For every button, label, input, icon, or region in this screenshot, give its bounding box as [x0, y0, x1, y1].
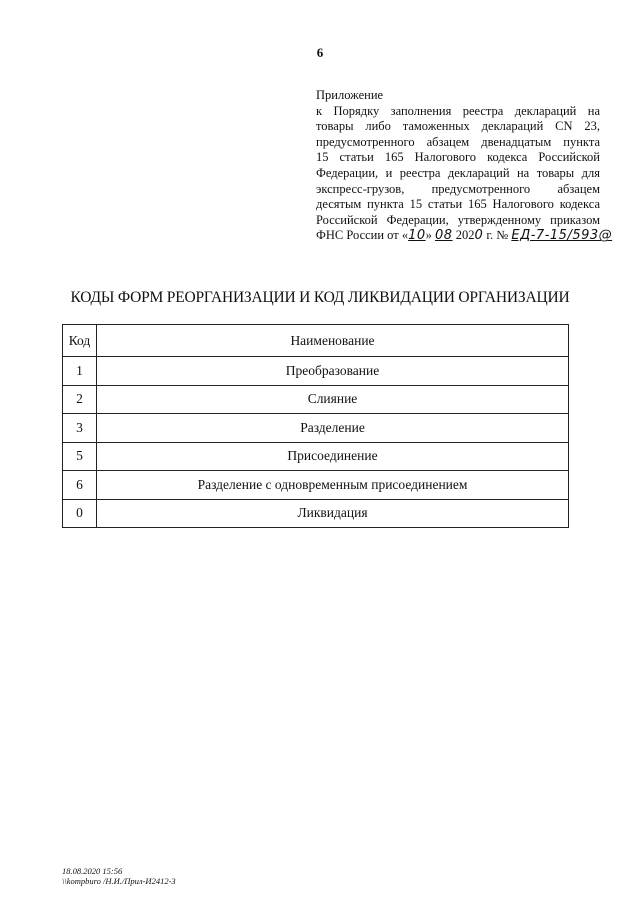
code-cell: 0	[63, 499, 97, 528]
appendix-line: предусмотренного абзацем двенадцатым пункта	[316, 134, 600, 149]
header-name: Наименование	[97, 325, 569, 357]
code-cell: 5	[63, 442, 97, 471]
name-cell: Преобразование	[97, 357, 569, 386]
order-number: ЕД-7-15/593@	[511, 228, 613, 244]
table-row	[63, 357, 569, 386]
order-year-prefix: 202	[455, 228, 475, 243]
code-cell: 1	[63, 357, 97, 386]
codes-table	[62, 324, 569, 528]
document-title: КОДЫ ФОРМ РЕОРГАНИЗАЦИИ И КОД ЛИКВИДАЦИИ ОРГАНИЗАЦИИ	[70, 289, 570, 306]
appendix-line: Российской Федерации, утвержденному приказом	[316, 212, 600, 227]
header-code: Код	[63, 325, 97, 357]
order-prefix: ФНС России от «	[316, 228, 409, 243]
order-day: 10	[408, 228, 426, 244]
table-row	[63, 414, 569, 443]
name-cell: Разделение с одновременным присоединением	[97, 471, 569, 500]
appendix-block	[316, 88, 613, 244]
footer-stamp	[62, 866, 176, 886]
footer-path: \\kompburo /Н.И./Прил-И2412-3	[62, 876, 176, 886]
order-month: 08	[435, 228, 453, 244]
order-year-suffix: 0	[474, 228, 484, 244]
name-cell: Разделение	[97, 414, 569, 443]
appendix-line: 15 статьи 165 Налогового кодекса Российской	[316, 150, 600, 165]
appendix-line: Федерации, и реестра деклараций на товары для	[316, 165, 600, 180]
code-cell: 6	[63, 471, 97, 500]
appendix-heading: Приложение	[316, 88, 384, 102]
page-number: 6	[316, 45, 324, 60]
table-row	[63, 499, 569, 528]
table-row	[63, 471, 569, 500]
table-row	[63, 385, 569, 414]
appendix-line: товары либо таможенных деклараций CN 23,	[316, 119, 600, 134]
order-year-label: г. №	[486, 228, 509, 243]
appendix-line: десятым пункта 15 статьи 165 Налогового кодекса	[316, 197, 600, 212]
name-cell: Ликвидация	[97, 499, 569, 528]
table-row	[63, 442, 569, 471]
order-reference	[316, 228, 613, 244]
table-header-row	[63, 325, 569, 357]
name-cell: Присоединение	[97, 442, 569, 471]
name-cell: Слияние	[97, 385, 569, 414]
code-cell: 2	[63, 385, 97, 414]
order-sep: »	[425, 228, 432, 243]
appendix-line: к Порядку заполнения реестра деклараций на	[316, 103, 600, 118]
code-cell: 3	[63, 414, 97, 443]
appendix-line: экспресс-грузов, предусмотренного абзацем	[316, 181, 600, 196]
footer-timestamp: 18.08.2020 15:56	[62, 866, 123, 876]
